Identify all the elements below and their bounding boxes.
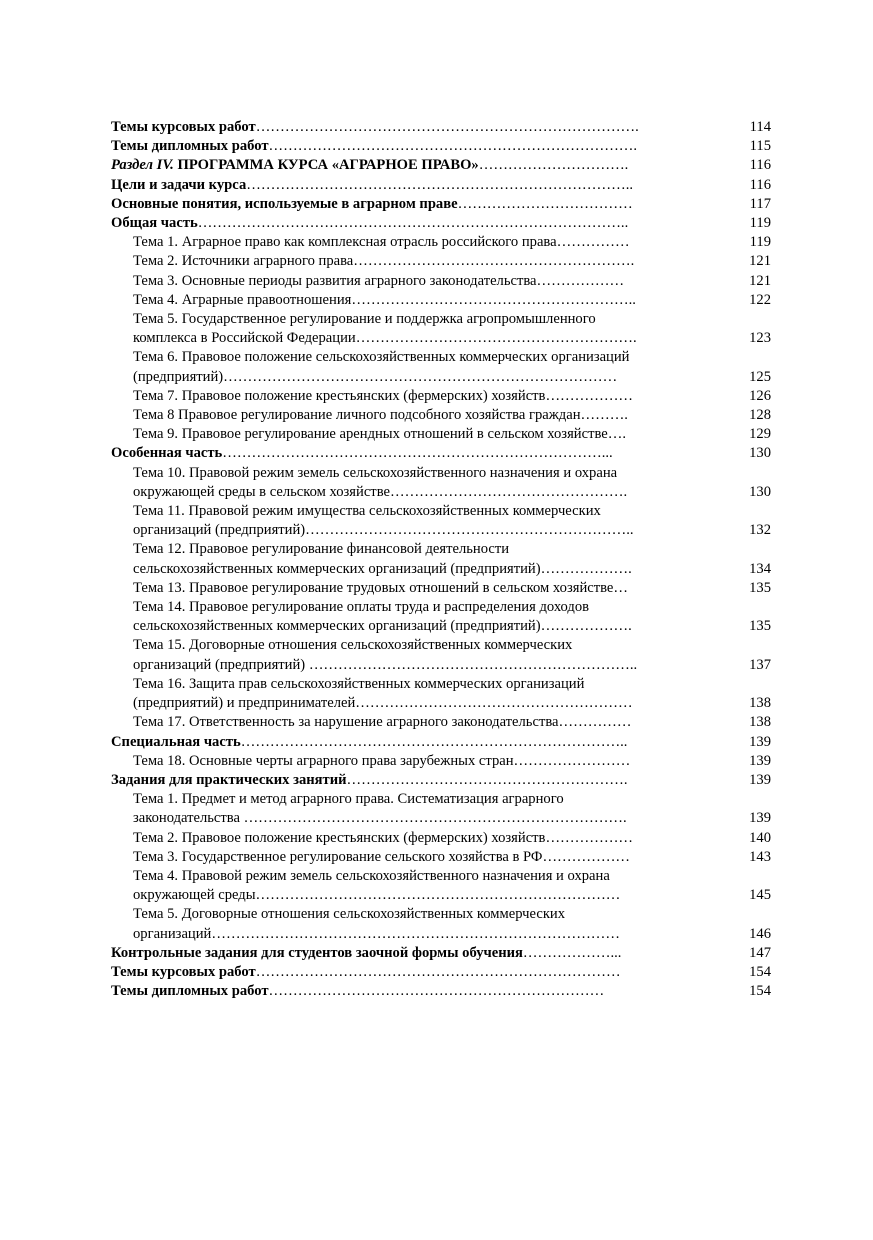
toc-entry-page-number: 138 (749, 695, 771, 712)
toc-entry-page-number: 117 (749, 195, 771, 212)
toc-entry[interactable] (111, 195, 771, 214)
toc-entry-text (111, 579, 706, 598)
toc-entry-title: Тема 14. Правовое регулирование оплаты труда и распределения доходов (133, 599, 590, 616)
toc-entry-page-number: 119 (749, 215, 771, 232)
toc-entry[interactable] (111, 598, 771, 617)
toc-entry[interactable] (111, 521, 771, 540)
toc-entry[interactable] (111, 579, 771, 598)
toc-entry-text (111, 675, 706, 694)
toc-entry-text (111, 540, 706, 559)
toc-entry-text (111, 483, 706, 502)
toc-entry-leader: ……………………………………………………………………… (223, 368, 618, 385)
toc-entry-title: Темы дипломных работ (111, 983, 269, 1000)
toc-entry-leader: ……………………………………………………………………... (222, 445, 613, 462)
toc-entry-leader: …………………………………………. (389, 483, 628, 500)
toc-entry-leader: ………………. (540, 618, 632, 635)
toc-entry-title: Тема 17. Ответственность за нарушение аграрного законодательства (133, 714, 559, 731)
toc-entry[interactable] (111, 809, 771, 828)
toc-entry-leader: ……………… (536, 272, 625, 289)
toc-entry-title: окружающей среды в сельском хозяйстве (133, 483, 390, 500)
toc-entry-text (111, 272, 706, 291)
toc-entry-page-number: 130 (749, 483, 771, 500)
toc-entry-leader: ……………………………………………………………………. (243, 810, 627, 827)
toc-entry-text (111, 905, 706, 924)
toc-entry-title: Тема 13. Правовое регулирование трудовых отношений в сельском хозяйстве (133, 579, 614, 596)
toc-entry[interactable] (111, 829, 771, 848)
toc-entry-title: организаций (предприятий) (133, 522, 306, 539)
toc-entry-text (111, 291, 706, 310)
toc-entry-page-number: 139 (749, 752, 771, 769)
toc-entry-text (111, 425, 706, 444)
toc-entry[interactable] (111, 540, 771, 559)
toc-entry-leader: ………………………………………………………………… (255, 887, 621, 904)
toc-entry-title: сельскохозяйственных коммерческих организаций (предприятий) (133, 618, 541, 635)
toc-entry[interactable] (111, 752, 771, 771)
toc-entry[interactable] (111, 848, 771, 867)
toc-entry-page-number: 121 (749, 253, 771, 270)
toc-entry-text (111, 925, 706, 944)
toc-entry[interactable] (111, 560, 771, 579)
toc-entry-leader: …………… (556, 234, 630, 251)
toc-entry-text (111, 771, 706, 790)
toc-entry-text (111, 963, 706, 982)
toc-entry-page-number: 132 (749, 522, 771, 539)
toc-entry[interactable] (111, 118, 771, 137)
toc-entry-page-number: 134 (749, 560, 771, 577)
toc-entry-leader: ……………… (542, 848, 631, 865)
toc-entry[interactable] (111, 617, 771, 636)
toc-entry-page-number: 116 (749, 176, 771, 193)
toc-entry-leader: …………………………………………………………………. (268, 138, 638, 155)
toc-entry-title: Тема 6. Правовое положение сельскохозяйственных коммерческих организаций (133, 349, 630, 366)
toc-entry-leader: …………………………………………………………………….. (246, 176, 633, 193)
toc-entry-title: Тема 16. Защита прав сельскохозяйственных коммерческих организаций (133, 675, 585, 692)
toc-entry-title: Тема 2. Источники аграрного права (133, 253, 354, 270)
toc-entry-title: комплекса в Российской Федерации (133, 330, 356, 347)
toc-entry-text (111, 829, 706, 848)
toc-entry[interactable] (111, 252, 771, 271)
toc-entry-text (111, 348, 706, 367)
toc-entry-leader: …………………………………………………………………….. (240, 733, 628, 750)
toc-entry-text (111, 886, 706, 905)
toc-entry[interactable] (111, 425, 771, 444)
toc-entry-leader: …………… (558, 714, 632, 731)
toc-entry-text (111, 521, 706, 540)
toc-entry-page-number: 116 (749, 157, 771, 174)
toc-entry-leader: ……………………………… (457, 195, 633, 212)
toc-entry-page-number: 115 (749, 138, 771, 155)
toc-entry-text (111, 156, 706, 175)
toc-entry-page-number: 137 (749, 656, 771, 673)
toc-entry[interactable] (111, 368, 771, 387)
toc-entry-page-number: 114 (749, 119, 771, 135)
toc-entry[interactable] (111, 771, 771, 790)
toc-entry-text (111, 636, 706, 655)
toc-entry-leader: ………………. (540, 560, 632, 577)
toc-entry-page-number: 154 (749, 983, 771, 1000)
toc-entry-leader: …………………………………………………. (355, 330, 637, 347)
toc-entry[interactable] (111, 444, 771, 463)
toc-entry[interactable] (111, 713, 771, 732)
toc-entry-title: Тема 5. Договорные отношения сельскохозяйственных коммерческих (133, 906, 566, 923)
toc-entry-title: Темы дипломных работ (111, 138, 269, 155)
toc-entry-page-number: 140 (749, 829, 771, 846)
toc-entry-leader: …………………………………………………………………………….. (197, 215, 629, 232)
toc-entry-text (111, 137, 706, 156)
toc-entry-page-number: 146 (749, 925, 771, 942)
toc-entry[interactable] (111, 905, 771, 924)
toc-entry-page-number: 139 (749, 733, 771, 750)
toc-entry[interactable] (111, 137, 771, 156)
toc-entry-text (111, 464, 706, 483)
toc-entry-text (111, 713, 706, 732)
toc-entry-title: Тема 4. Правовой режим земель сельскохозяйственного назначения и охрана (133, 867, 610, 884)
toc-entry-title: Общая часть (111, 215, 198, 232)
toc-entry-text (111, 310, 706, 329)
toc-entry-text (111, 329, 706, 348)
table-of-contents (111, 118, 771, 1001)
toc-entry-leader: …………………………………………………. (353, 253, 635, 270)
toc-entry[interactable] (111, 310, 771, 329)
toc-entry-leader: …………………………. (478, 157, 629, 174)
toc-entry[interactable] (111, 790, 771, 809)
toc-entry-text (111, 790, 706, 809)
toc-entry-title: Контрольные задания для студентов заочной формы обучения (111, 944, 523, 961)
toc-entry-title: Тема 1. Аграрное право как комплексная отрасль российского права (133, 234, 557, 251)
toc-entry[interactable] (111, 406, 771, 425)
toc-entry-text (111, 656, 706, 675)
toc-entry-leader: ………………………………………………………………… (255, 963, 621, 980)
toc-entry-leader: … (613, 579, 628, 596)
toc-entry-text (111, 214, 706, 233)
toc-entry-text (111, 560, 706, 579)
toc-entry-text (111, 118, 706, 137)
toc-entry-page-number: 139 (749, 771, 771, 788)
toc-entry-text (111, 252, 706, 271)
toc-entry-leader: ………………………………………………………………………… (211, 925, 620, 942)
toc-entry-page-number: 143 (749, 848, 771, 865)
toc-entry-text (111, 809, 706, 828)
toc-entry-title: Тема 4. Аграрные правоотношения (133, 291, 352, 308)
toc-entry[interactable] (111, 348, 771, 367)
toc-entry-page-number: 147 (749, 944, 771, 961)
toc-entry-text (111, 944, 706, 963)
toc-entry-title: Тема 8 Правовое регулирование личного подсобного хозяйства граждан (133, 407, 581, 424)
toc-entry[interactable] (111, 694, 771, 713)
toc-entry-text (111, 176, 706, 195)
toc-entry-title: ПРОГРАММА КУРСА «АГРАРНОЕ ПРАВО» (173, 157, 479, 174)
toc-entry-title: законодательства (133, 810, 244, 827)
toc-entry-page-number: 122 (749, 291, 771, 308)
toc-entry-page-number: 145 (749, 887, 771, 904)
toc-entry-leader: …………………………………………………. (346, 771, 628, 788)
toc-entry-page-number: 154 (749, 963, 771, 980)
toc-entry-title: Тема 10. Правовой режим земель сельскохозяйственного назначения и охрана (133, 464, 618, 481)
toc-entry-text (111, 752, 706, 771)
toc-entry-page-number: 121 (749, 272, 771, 289)
toc-entry-leader: ………. (580, 407, 628, 424)
toc-entry[interactable] (111, 214, 771, 233)
toc-entry-title: Специальная часть (111, 733, 241, 750)
toc-entry[interactable] (111, 925, 771, 944)
toc-entry-page-number: 126 (749, 387, 771, 404)
toc-entry-page-number: 125 (749, 368, 771, 385)
toc-entry-title: Тема 5. Государственное регулирование и поддержка агропромышленного (133, 311, 596, 328)
toc-entry-text (111, 387, 706, 406)
toc-entry-text (111, 982, 706, 1001)
toc-entry-leader: ………………………………………………………….. (305, 522, 634, 539)
toc-entry-title: (предприятий) и предпринимателей (133, 695, 356, 712)
toc-entry-prefix: Раздел IV. (111, 157, 174, 174)
toc-entry-title: Тема 7. Правовое положение крестьянских (фермерских) хозяйств (133, 387, 546, 404)
toc-entry[interactable] (111, 886, 771, 905)
toc-entry-title: Тема 9. Правовое регулирование арендных отношений в сельском хозяйстве (133, 426, 608, 443)
toc-entry-text (111, 233, 706, 252)
toc-entry-title: Тема 11. Правовой режим имущества сельскохозяйственных коммерческих (133, 503, 601, 520)
toc-entry[interactable] (111, 982, 771, 1001)
toc-entry[interactable] (111, 272, 771, 291)
toc-entry[interactable] (111, 733, 771, 752)
toc-entry[interactable] (111, 176, 771, 195)
toc-entry-leader: ………………………………………………… (355, 695, 633, 712)
toc-entry-title: Тема 18. Основные черты аграрного права зарубежных стран (133, 752, 514, 769)
toc-entry-leader: ……………………………………………………………………. (255, 119, 639, 135)
toc-entry-text (111, 368, 706, 387)
toc-entry-title: организаций (предприятий) (133, 656, 309, 673)
toc-entry-text (111, 733, 706, 752)
toc-entry-title: Задания для практических занятий (111, 771, 347, 788)
toc-entry[interactable] (111, 483, 771, 502)
toc-entry[interactable] (111, 156, 771, 175)
toc-entry-text (111, 848, 706, 867)
toc-entry-title: Тема 3. Основные периоды развития аграрного законодательства (133, 272, 537, 289)
toc-entry-text (111, 195, 706, 214)
toc-entry-page-number: 135 (749, 618, 771, 635)
toc-entry[interactable] (111, 675, 771, 694)
toc-entry-page-number: 128 (749, 407, 771, 424)
toc-entry-text (111, 406, 706, 425)
toc-entry-title: Цели и задачи курса (111, 176, 247, 193)
toc-entry-text (111, 694, 706, 713)
toc-entry-title: Особенная часть (111, 445, 223, 462)
toc-entry-title: окружающей среды (133, 887, 256, 904)
toc-entry-title: Темы курсовых работ (111, 963, 256, 980)
toc-entry-title: Тема 3. Государственное регулирование сельского хозяйства в РФ (133, 848, 543, 865)
toc-entry-leader: …………………………………………………………… (268, 983, 605, 1000)
toc-entry-title: Тема 15. Договорные отношения сельскохозяйственных коммерческих (133, 637, 573, 654)
toc-entry-leader: …. (607, 426, 626, 443)
toc-entry-text (111, 867, 706, 886)
toc-entry-text (111, 617, 706, 636)
toc-entry[interactable] (111, 464, 771, 483)
toc-entry[interactable] (111, 963, 771, 982)
toc-entry-text (111, 502, 706, 521)
toc-entry[interactable] (111, 329, 771, 348)
toc-entry[interactable] (111, 944, 771, 963)
toc-entry-title: сельскохозяйственных коммерческих организаций (предприятий) (133, 560, 541, 577)
toc-entry[interactable] (111, 233, 771, 252)
toc-entry-leader: ……………… (545, 829, 634, 846)
toc-entry-text (111, 444, 706, 463)
toc-entry-page-number: 130 (749, 445, 771, 462)
toc-entry-page-number: 123 (749, 330, 771, 347)
toc-entry[interactable] (111, 656, 771, 675)
toc-entry[interactable] (111, 867, 771, 886)
toc-entry[interactable] (111, 636, 771, 655)
toc-entry-page-number: 139 (749, 810, 771, 827)
toc-entry-page-number: 138 (749, 714, 771, 731)
toc-entry-title: Темы курсовых работ (111, 119, 256, 135)
toc-entry[interactable] (111, 502, 771, 521)
toc-entry[interactable] (111, 387, 771, 406)
toc-entry-leader: …………………… (513, 752, 631, 769)
toc-entry-page-number: 135 (749, 579, 771, 596)
toc-entry-leader: ………………... (522, 944, 622, 961)
toc-entry-title: Тема 2. Правовое положение крестьянских (фермерских) хозяйств (133, 829, 546, 846)
toc-entry-page-number: 119 (749, 234, 771, 251)
toc-entry-text (111, 598, 706, 617)
toc-entry-leader: ………………………………………………….. (351, 291, 636, 308)
toc-entry-title: Тема 12. Правовое регулирование финансовой деятельности (133, 541, 510, 558)
toc-entry-title: Тема 1. Предмет и метод аграрного права. Систематизация аграрного (133, 791, 564, 808)
toc-entry[interactable] (111, 291, 771, 310)
toc-entry-title: Основные понятия, используемые в аграрном праве (111, 195, 458, 212)
toc-entry-leader: ………………………………………………………….. (308, 656, 638, 673)
toc-entry-leader: ……………… (545, 387, 634, 404)
toc-entry-page-number: 129 (749, 426, 771, 443)
toc-entry-title: (предприятий) (133, 368, 224, 385)
toc-entry-title: организаций (133, 925, 212, 942)
